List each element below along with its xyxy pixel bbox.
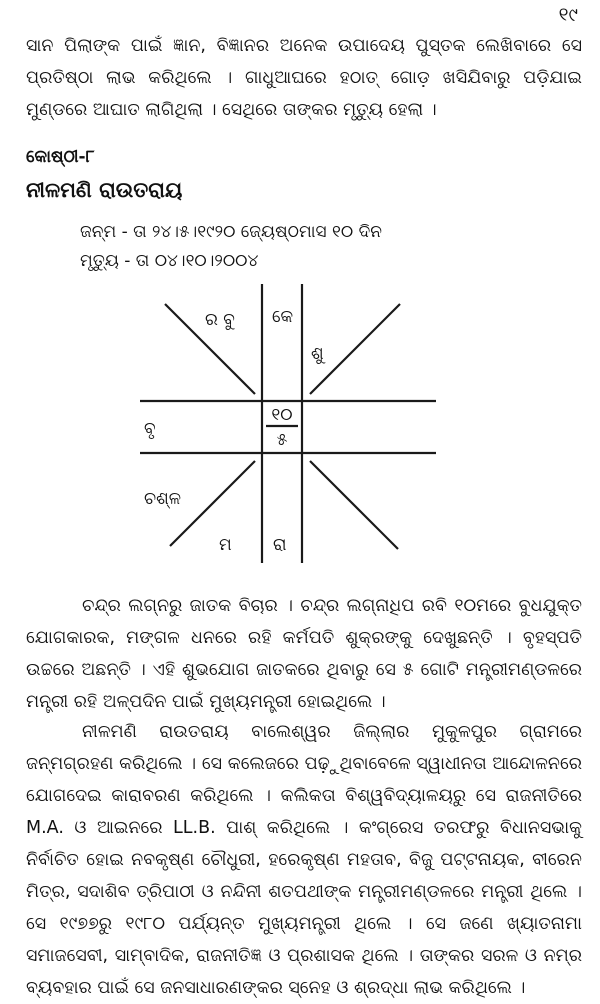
center-top: ୧୦ [271, 405, 293, 425]
chart-diagonal-bottom-left [170, 461, 255, 546]
house-top-left: ର ବୁ [205, 310, 235, 330]
birth-line: ଜନ୍ମ - ତା ୨୪।୫।୧୯୨୦ ଜ୍ୟେଷ୍ଠମାସ ୧୦ ଦିନ [80, 222, 383, 242]
section-label: କୋଷ୍ଠୀ-୮ [26, 147, 95, 167]
center-bottom: ୫ [276, 430, 288, 450]
paragraph-intro: ସାନ ପିଲାଙ୍କ ପାଇଁ ଜ୍ଞାନ, ବିଜ୍ଞାନର ଅନେକ ଉପାଦେୟ ପୁସ୍ତକ ଲେଖିବାରେ ସେ ପ୍ରତିଷ୍ଠା ଲାଭ କରିଥିଲେ । ଗାଧୁଆଘରେ ହଠାତ୍ ଗୋଡ଼ ଖସିଯିବାରୁ ପଡ଼ିଯାଇ ମୁଣ୍ଡରେ ଆଘାତ ଲାଗିଥିଲା । ସେଥିରେ ତାଙ୍କର ମୃତ୍ୟୁ ହେଲା । [26, 36, 582, 120]
house-bottom-left: ଚଶ୍ଳ [144, 489, 182, 509]
chart-diagonal-bottom-right [310, 461, 398, 549]
house-bottom: ରା [273, 535, 287, 555]
page-number: ୧୯ [558, 4, 578, 26]
house-top-sub: ଶୁ [311, 344, 324, 364]
house-left: ବୃ [144, 419, 156, 439]
house-top: କେ [272, 307, 294, 327]
house-bottom-left-2: ମ [219, 535, 232, 555]
person-name: ନୀଳମଣି ରାଉତରାୟ [26, 178, 183, 202]
paragraph-analysis: ଚନ୍ଦ୍ର ଲଗ୍ନରୁ ଜାତକ ବିଚାର । ଚନ୍ଦ୍ର ଲଗ୍ନାଧିପ ରବି ୧୦ମରେ ବୁଧଯୁକ୍ତ ଯୋଗକାରକ, ମଙ୍ଗଳ ଧନରେ ରହି କର୍ମପତି ଶୁକ୍ରଙ୍କୁ ଦେଖୁଛନ୍ତି । ବୃହସ୍ପତି ଉଚ୍ଚରେ ଅଛନ୍ତି । ଏହି ଶୁଭଯୋଗ ଜାତକରେ ଥିବାରୁ ସେ ୫ ଗୋଟି ମନ୍ତ୍ରୀମଣ୍ଡଳରେ ମନ୍ତ୍ରୀ ରହି ଅଳ୍ପଦିନ ପାଇଁ ମୁଖ୍ୟମନ୍ତ୍ରୀ ହୋଇଥିଲେ । [26, 596, 582, 712]
death-line: ମୃତ୍ୟୁ - ତା ୦୪।୧୦।୨୦୦୪ [80, 251, 259, 271]
paragraph-biography: ନୀଳମଣି ରାଉତରାୟ ବାଲେଶ୍ୱର ଜିଲ୍ଲାର ମୁକୁଳପୁର ଗ୍ରାମରେ ଜନ୍ମଗ୍ରହଣ କରିଥିଲେ । ସେ କଲେଜରେ ପଢ଼ୁଥିବାବେଳେ ସ୍ୱାଧୀନତା ଆନ୍ଦୋଳନରେ ଯୋଗଦେଇ କାରାବରଣ କରିଥିଲେ । କଲିକତା ବିଶ୍ୱବିଦ୍ୟାଳୟରୁ ସେ ରାଜନୀତିରେ M.A. ଓ ଆଇନରେ LL.B. ପାଶ୍ କରିଥିଲେ । କଂଗ୍ରେସ ତରଫରୁ ବିଧାନସଭାକୁ ନିର୍ବାଚିତ ହୋଇ ନବକୃଷ୍ଣ ଚୌଧୁରୀ, ହରେକୃଷ୍ଣ ମହତାବ, ବିଜୁ ପଟ୍ଟନାୟକ, ବୀରେନ ମିତ୍ର, ସଦାଶିବ ତ୍ରିପାଠୀ ଓ ନନ୍ଦିନୀ ଶତପଥୀଙ୍କ ମନ୍ତ୍ରୀମଣ୍ଡଳରେ ମନ୍ତ୍ରୀ ଥିଲେ । ସେ ୧୯୭୭ରୁ ୧୯୮୦ ପର୍ଯ୍ୟନ୍ତ ମୁଖ୍ୟମନ୍ତ୍ରୀ ଥିଲେ । ସେ ଜଣେ ଖ୍ୟାତନାମା ସମାଜସେବୀ, ସାମ୍ବାଦିକ, ରାଜନୀତିଜ୍ଞ ଓ ପ୍ରଶାସକ ଥିଲେ । ତାଙ୍କର ସରଳ ଓ ନମ୍ର ବ୍ୟବହାର ପାଇଁ ସେ ଜନସାଧାରଣଙ୍କର ସ୍ନେହ ଓ ଶ୍ରଦ୍ଧା ଲାଭ କରିଥିଲେ । [26, 722, 582, 998]
